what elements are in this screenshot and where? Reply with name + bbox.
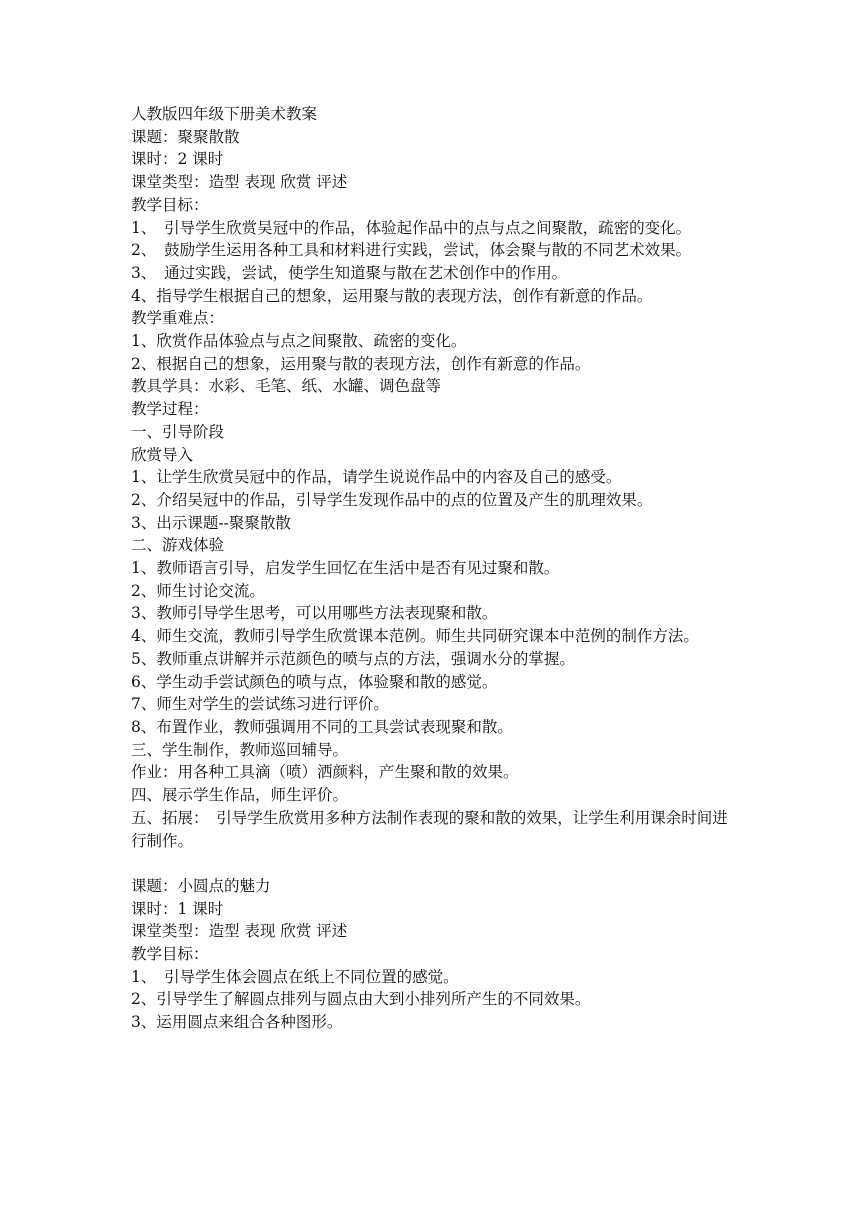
lesson-type: 课堂类型：造型 表现 欣赏 评述 (131, 173, 348, 192)
paragraph-line: 1、 引导学生欣赏吴冠中的作品，体验起作品中的点与点之间聚散，疏密的变化。 (131, 218, 692, 237)
paragraph-line: 作业：用各种工具滴（喷）洒颜料，产生聚和散的效果。 (131, 763, 519, 782)
lesson-topic: 课题：小圆点的魅力 (131, 876, 271, 895)
lesson-hours: 课时：2 课时 (131, 150, 224, 169)
paragraph-line: 6、学生动手尝试颜色的喷与点，体验聚和散的感觉。 (131, 672, 498, 691)
paragraph-line: 8、布置作业，教师强调用不同的工具尝试表现聚和散。 (131, 717, 513, 736)
section-heading: 一、引导阶段 (131, 422, 225, 441)
paragraph-line: 3、 通过实践，尝试，使学生知道聚与散在艺术创作中的作用。 (131, 263, 568, 282)
section-heading: 教学重难点： (131, 309, 225, 328)
paragraph-line: 1、教师语言引导，启发学生回忆在生活中是否有见过聚和散。 (131, 559, 560, 578)
document-page (131, 103, 736, 1034)
paragraph-line: 5、教师重点讲解并示范颜色的喷与点的方法，强调水分的掌握。 (131, 649, 575, 668)
section-heading: 教学目标： (131, 195, 209, 214)
section-heading: 教学目标： (131, 945, 209, 963)
paragraph-line: 2、 鼓励学生运用各种工具和材料进行实践，尝试，体会聚与散的不同艺术效果。 (131, 241, 692, 260)
paragraph-line: 3、出示课题--聚聚散散 (131, 513, 291, 532)
lesson-type: 课堂类型：造型 表现 欣赏 评述 (131, 922, 348, 941)
lesson-topic: 课题：聚聚散散 (131, 127, 240, 146)
section-heading: 四、展示学生作品，师生评价。 (131, 786, 349, 805)
paragraph-line: 3、运用圆点来组合各种图形。 (131, 1013, 343, 1032)
section-heading: 二、游戏体验 (131, 536, 225, 555)
lesson-hours: 课时：1 课时 (131, 899, 224, 918)
paragraph-line: 欣赏导入 (131, 445, 194, 464)
section-heading: 三、学生制作，教师巡回辅导。 (131, 740, 349, 759)
doc-title: 人教版四年级下册美术教案 (131, 105, 318, 123)
section-heading: 教学过程： (131, 400, 209, 419)
paragraph-line: 4、指导学生根据自己的想象，运用聚与散的表现方法，创作有新意的作品。 (131, 286, 653, 305)
blank-line (131, 852, 736, 875)
paragraph-line: 2、根据自己的想象，运用聚与散的表现方法，创作有新意的作品。 (131, 354, 591, 373)
paragraph-line: 2、引导学生了解圆点排列与圆点由大到小排列所产生的不同效果。 (131, 990, 591, 1009)
paragraph-line: 4、师生交流，教师引导学生欣赏课本范例。师生共同研究课本中范例的制作方法。 (131, 627, 699, 646)
paragraph-line: 3、教师引导学生思考，可以用哪些方法表现聚和散。 (131, 604, 498, 623)
paragraph-line: 1、让学生欣赏吴冠中的作品，请学生说说作品中的内容及自己的感受。 (131, 468, 622, 487)
paragraph-line: 2、师生讨论交流。 (131, 581, 265, 600)
paragraph-line: 教具学具：水彩、毛笔、纸、水罐、调色盘等 (131, 377, 442, 396)
paragraph-line: 1、 引导学生体会圆点在纸上不同位置的感觉。 (131, 967, 459, 986)
paragraph-line: 2、介绍吴冠中的作品，引导学生发现作品中的点的位置及产生的肌理效果。 (131, 490, 653, 509)
paragraph-line: 7、师生对学生的尝试练习进行评价。 (131, 695, 389, 714)
paragraph-line: 1、欣赏作品体验点与点之间聚散、疏密的变化。 (131, 332, 467, 351)
paragraph-line: 五、拓展： 引导学生欣赏用多种方法制作表现的聚和散的效果，让学生利用课余时间进行制作。 (131, 808, 728, 850)
